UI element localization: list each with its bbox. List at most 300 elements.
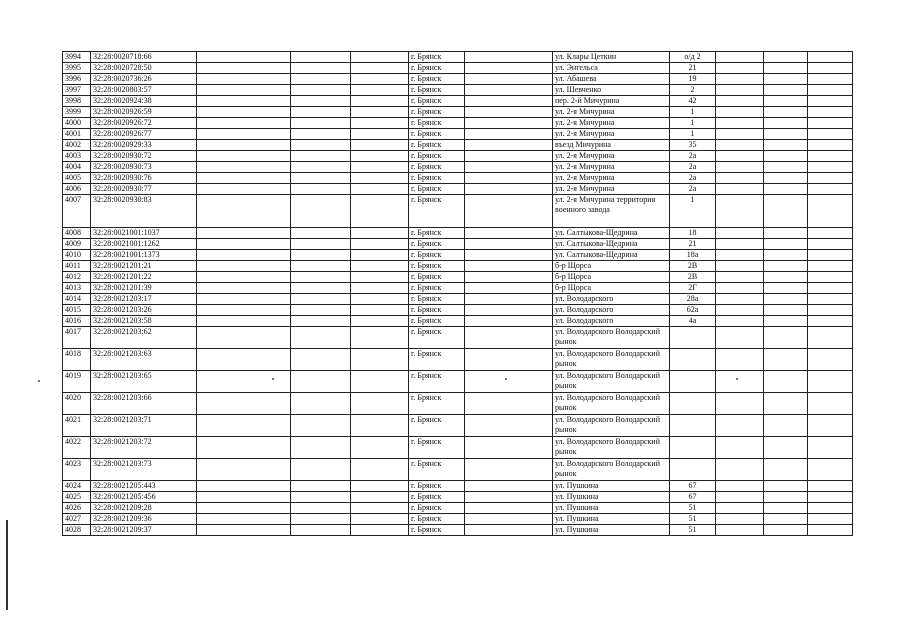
cell-city: г. Брянск	[409, 74, 465, 85]
cell-blank-e	[351, 173, 409, 184]
cell-row-number: 4028	[63, 525, 91, 536]
cell-cadastral-number: 32:28:0021201:22	[91, 272, 197, 283]
table-row	[63, 459, 853, 481]
cell-blank-c	[197, 228, 291, 239]
cell-row-number: 4014	[63, 294, 91, 305]
cell-blank-d	[291, 140, 351, 151]
cell-street: ул. 2-я Мичурина	[553, 151, 670, 162]
cell-blank-j	[716, 184, 764, 195]
cell-city: г. Брянск	[409, 151, 465, 162]
cell-blank-j	[716, 195, 764, 228]
cell-cadastral-number: 32:28:0020930:73	[91, 162, 197, 173]
cell-blank-d	[291, 503, 351, 514]
cell-blank-l	[808, 129, 853, 140]
cell-blank-j	[716, 63, 764, 74]
cell-blank-j	[716, 261, 764, 272]
cell-blank-l	[808, 96, 853, 107]
cell-blank-e	[351, 459, 409, 481]
cell-house-number	[670, 415, 716, 437]
cell-street: ул. 2-я Мичурина	[553, 162, 670, 173]
cell-street: ул. Володарского Володарский рынок	[553, 415, 670, 437]
cell-cadastral-number: 32:28:0021203:73	[91, 459, 197, 481]
cell-house-number: 1	[670, 129, 716, 140]
cell-blank-g	[465, 393, 553, 415]
cell-house-number: 2а	[670, 151, 716, 162]
cell-blank-c	[197, 415, 291, 437]
cell-blank-j	[716, 162, 764, 173]
cell-blank-g	[465, 140, 553, 151]
cell-blank-e	[351, 162, 409, 173]
table-row	[63, 151, 853, 162]
cell-blank-e	[351, 85, 409, 96]
cell-row-number: 4024	[63, 481, 91, 492]
cell-street: ул. Володарского	[553, 316, 670, 327]
cell-row-number: 4017	[63, 327, 91, 349]
cell-row-number: 4001	[63, 129, 91, 140]
cell-cadastral-number: 32:28:0020728:50	[91, 63, 197, 74]
cell-street: ул. 2-я Мичурина	[553, 118, 670, 129]
cell-blank-k	[764, 184, 808, 195]
table-row	[63, 162, 853, 173]
cell-blank-e	[351, 327, 409, 349]
table-row	[63, 74, 853, 85]
cell-row-number: 4009	[63, 239, 91, 250]
table-row	[63, 514, 853, 525]
cell-blank-k	[764, 74, 808, 85]
cell-row-number: 4020	[63, 393, 91, 415]
cell-blank-c	[197, 151, 291, 162]
cell-row-number: 4000	[63, 118, 91, 129]
cell-blank-d	[291, 85, 351, 96]
cell-blank-l	[808, 85, 853, 96]
cell-blank-e	[351, 272, 409, 283]
cell-house-number	[670, 393, 716, 415]
cell-blank-j	[716, 96, 764, 107]
cell-blank-j	[716, 107, 764, 118]
cell-blank-k	[764, 393, 808, 415]
cell-cadastral-number: 32:28:0020736:26	[91, 74, 197, 85]
cell-blank-l	[808, 261, 853, 272]
cell-blank-j	[716, 118, 764, 129]
cell-blank-j	[716, 415, 764, 437]
cell-row-number: 3995	[63, 63, 91, 74]
cell-blank-l	[808, 294, 853, 305]
cell-blank-l	[808, 151, 853, 162]
scan-speck	[505, 378, 507, 380]
cell-blank-e	[351, 492, 409, 503]
cell-row-number: 4025	[63, 492, 91, 503]
cell-city: г. Брянск	[409, 294, 465, 305]
cell-house-number: 2	[670, 85, 716, 96]
cell-blank-k	[764, 525, 808, 536]
cell-blank-e	[351, 481, 409, 492]
cell-blank-d	[291, 74, 351, 85]
cell-blank-c	[197, 96, 291, 107]
cell-street: ул. Володарского Володарский рынок	[553, 393, 670, 415]
cell-blank-k	[764, 96, 808, 107]
cell-blank-d	[291, 283, 351, 294]
cell-city: г. Брянск	[409, 272, 465, 283]
cell-blank-k	[764, 437, 808, 459]
cell-blank-c	[197, 74, 291, 85]
cell-blank-j	[716, 250, 764, 261]
cell-street: пер. 2-й Мичурина	[553, 96, 670, 107]
cell-cadastral-number: 32:28:0021209:36	[91, 514, 197, 525]
cell-city: г. Брянск	[409, 393, 465, 415]
cell-blank-k	[764, 415, 808, 437]
table-row	[63, 195, 853, 228]
cell-blank-g	[465, 85, 553, 96]
cell-blank-e	[351, 250, 409, 261]
cell-blank-g	[465, 481, 553, 492]
cell-blank-e	[351, 305, 409, 316]
cell-blank-e	[351, 294, 409, 305]
cell-blank-j	[716, 393, 764, 415]
table-row	[63, 437, 853, 459]
cell-house-number: 19	[670, 74, 716, 85]
cell-cadastral-number: 32:28:0021203:62	[91, 327, 197, 349]
cell-blank-k	[764, 261, 808, 272]
cell-blank-l	[808, 415, 853, 437]
cell-row-number: 4010	[63, 250, 91, 261]
cell-blank-d	[291, 228, 351, 239]
cell-blank-g	[465, 525, 553, 536]
cell-blank-j	[716, 52, 764, 63]
cell-blank-e	[351, 63, 409, 74]
cell-blank-g	[465, 437, 553, 459]
cell-blank-l	[808, 107, 853, 118]
table-row	[63, 129, 853, 140]
cell-house-number: 51	[670, 503, 716, 514]
cell-house-number: 21	[670, 63, 716, 74]
cell-house-number: 2а	[670, 184, 716, 195]
cell-street: ул. Салтыкова-Щедрина	[553, 250, 670, 261]
cell-blank-e	[351, 393, 409, 415]
cell-blank-g	[465, 327, 553, 349]
cell-blank-c	[197, 503, 291, 514]
cell-blank-j	[716, 349, 764, 371]
cell-blank-d	[291, 349, 351, 371]
cell-blank-k	[764, 151, 808, 162]
cell-blank-j	[716, 129, 764, 140]
cell-blank-g	[465, 415, 553, 437]
cell-city: г. Брянск	[409, 228, 465, 239]
cell-blank-j	[716, 305, 764, 316]
cell-blank-e	[351, 184, 409, 195]
cell-house-number: 2а	[670, 173, 716, 184]
table-row	[63, 107, 853, 118]
cell-blank-e	[351, 261, 409, 272]
cell-blank-d	[291, 52, 351, 63]
cell-blank-l	[808, 173, 853, 184]
cell-blank-d	[291, 63, 351, 74]
cell-blank-c	[197, 261, 291, 272]
cell-blank-k	[764, 305, 808, 316]
cell-blank-g	[465, 107, 553, 118]
cell-blank-l	[808, 162, 853, 173]
table-row	[63, 481, 853, 492]
cell-house-number	[670, 349, 716, 371]
cell-blank-l	[808, 327, 853, 349]
cell-house-number	[670, 327, 716, 349]
cell-house-number: 67	[670, 492, 716, 503]
cell-blank-l	[808, 140, 853, 151]
cell-blank-l	[808, 118, 853, 129]
cell-blank-d	[291, 481, 351, 492]
cell-blank-j	[716, 503, 764, 514]
cell-row-number: 4018	[63, 349, 91, 371]
cell-blank-j	[716, 525, 764, 536]
cell-blank-d	[291, 514, 351, 525]
cell-blank-g	[465, 459, 553, 481]
cell-blank-k	[764, 250, 808, 261]
table-row	[63, 140, 853, 151]
cell-blank-c	[197, 459, 291, 481]
cell-city: г. Брянск	[409, 107, 465, 118]
cell-city: г. Брянск	[409, 349, 465, 371]
cell-blank-j	[716, 272, 764, 283]
cell-blank-d	[291, 459, 351, 481]
cell-blank-c	[197, 52, 291, 63]
cell-blank-g	[465, 173, 553, 184]
cell-blank-l	[808, 481, 853, 492]
cell-street: ул. Володарского Володарский рынок	[553, 459, 670, 481]
cell-row-number: 3997	[63, 85, 91, 96]
cell-city: г. Брянск	[409, 63, 465, 74]
cell-blank-l	[808, 514, 853, 525]
cell-blank-k	[764, 481, 808, 492]
cell-blank-c	[197, 305, 291, 316]
cell-cadastral-number: 32:28:0020924:38	[91, 96, 197, 107]
cell-blank-e	[351, 118, 409, 129]
cell-city: г. Брянск	[409, 305, 465, 316]
cell-city: г. Брянск	[409, 283, 465, 294]
table-row	[63, 52, 853, 63]
table-row	[63, 393, 853, 415]
cell-blank-l	[808, 250, 853, 261]
cell-blank-j	[716, 437, 764, 459]
table-row	[63, 305, 853, 316]
cell-street: ул. Володарского	[553, 305, 670, 316]
cell-blank-c	[197, 371, 291, 393]
table-row	[63, 85, 853, 96]
cell-city: г. Брянск	[409, 459, 465, 481]
cell-blank-k	[764, 85, 808, 96]
cell-blank-l	[808, 74, 853, 85]
cell-street: ул. 2-я Мичурина	[553, 184, 670, 195]
cell-blank-j	[716, 74, 764, 85]
cell-blank-e	[351, 52, 409, 63]
cell-blank-d	[291, 437, 351, 459]
cell-city: г. Брянск	[409, 261, 465, 272]
cell-blank-c	[197, 349, 291, 371]
cell-blank-g	[465, 272, 553, 283]
cell-blank-k	[764, 118, 808, 129]
cell-blank-g	[465, 492, 553, 503]
cell-row-number: 4011	[63, 261, 91, 272]
cell-blank-e	[351, 514, 409, 525]
cell-blank-k	[764, 349, 808, 371]
cell-row-number: 4012	[63, 272, 91, 283]
cell-house-number: 51	[670, 514, 716, 525]
cell-blank-g	[465, 261, 553, 272]
cell-cadastral-number: 32:28:0020930:76	[91, 173, 197, 184]
cell-blank-g	[465, 349, 553, 371]
cell-street: б-р Щорса	[553, 272, 670, 283]
cell-blank-g	[465, 228, 553, 239]
scan-speck	[272, 378, 274, 380]
cell-city: г. Брянск	[409, 415, 465, 437]
cell-blank-k	[764, 492, 808, 503]
cell-house-number: 51	[670, 525, 716, 536]
cell-city: г. Брянск	[409, 239, 465, 250]
cell-blank-c	[197, 294, 291, 305]
table-row	[63, 294, 853, 305]
cell-cadastral-number: 32:28:0020930:77	[91, 184, 197, 195]
cell-house-number: 35	[670, 140, 716, 151]
cell-blank-g	[465, 503, 553, 514]
cell-blank-l	[808, 459, 853, 481]
cell-blank-d	[291, 415, 351, 437]
cell-blank-l	[808, 371, 853, 393]
cell-row-number: 4016	[63, 316, 91, 327]
cell-city: г. Брянск	[409, 85, 465, 96]
cell-blank-k	[764, 129, 808, 140]
cell-row-number: 3996	[63, 74, 91, 85]
cell-blank-k	[764, 140, 808, 151]
cell-row-number: 4026	[63, 503, 91, 514]
cell-blank-c	[197, 316, 291, 327]
table-row	[63, 228, 853, 239]
cell-street: ул. Пушкина	[553, 492, 670, 503]
cell-cadastral-number: 32:28:0020803:57	[91, 85, 197, 96]
cell-blank-k	[764, 239, 808, 250]
cell-blank-g	[465, 118, 553, 129]
cell-blank-c	[197, 85, 291, 96]
cell-street: ул. Пушкина	[553, 503, 670, 514]
cell-city: г. Брянск	[409, 129, 465, 140]
cell-cadastral-number: 32:28:0021203:63	[91, 349, 197, 371]
cell-blank-c	[197, 437, 291, 459]
table-row	[63, 96, 853, 107]
cell-blank-c	[197, 107, 291, 118]
cell-blank-k	[764, 272, 808, 283]
cell-blank-d	[291, 371, 351, 393]
cell-house-number	[670, 371, 716, 393]
cell-house-number: 42	[670, 96, 716, 107]
scan-speck	[736, 378, 738, 380]
cell-cadastral-number: 32:28:0021209:37	[91, 525, 197, 536]
cell-blank-d	[291, 261, 351, 272]
cell-blank-l	[808, 437, 853, 459]
cell-blank-l	[808, 349, 853, 371]
cell-street: ул. Володарского Володарский рынок	[553, 349, 670, 371]
cell-blank-d	[291, 195, 351, 228]
cell-city: г. Брянск	[409, 492, 465, 503]
cell-blank-d	[291, 162, 351, 173]
cell-street: ул. Володарского Володарский рынок	[553, 327, 670, 349]
cell-cadastral-number: 32:28:0020926:59	[91, 107, 197, 118]
cell-street: въезд Мичурина	[553, 140, 670, 151]
cell-blank-j	[716, 173, 764, 184]
cell-blank-e	[351, 525, 409, 536]
cell-row-number: 4027	[63, 514, 91, 525]
cell-row-number: 4021	[63, 415, 91, 437]
table-body	[63, 52, 853, 536]
cell-house-number: 67	[670, 481, 716, 492]
cell-blank-d	[291, 316, 351, 327]
cell-city: г. Брянск	[409, 96, 465, 107]
cell-blank-e	[351, 151, 409, 162]
cell-blank-e	[351, 503, 409, 514]
cell-blank-c	[197, 195, 291, 228]
cell-row-number: 4019	[63, 371, 91, 393]
cell-house-number	[670, 437, 716, 459]
cell-cadastral-number: 32:28:0020718:66	[91, 52, 197, 63]
cell-city: г. Брянск	[409, 173, 465, 184]
cell-street: б-р Щорса	[553, 261, 670, 272]
table-row	[63, 184, 853, 195]
cell-blank-j	[716, 228, 764, 239]
cell-house-number: о/д 2	[670, 52, 716, 63]
cell-cadastral-number: 32:28:0021203:17	[91, 294, 197, 305]
cell-row-number: 4022	[63, 437, 91, 459]
cell-row-number: 4007	[63, 195, 91, 228]
cell-row-number: 3994	[63, 52, 91, 63]
cell-street: ул. Володарского Володарский рынок	[553, 437, 670, 459]
cell-blank-d	[291, 118, 351, 129]
cell-blank-j	[716, 140, 764, 151]
cell-blank-k	[764, 294, 808, 305]
cell-street: ул. Володарского	[553, 294, 670, 305]
cell-cadastral-number: 32:28:0021201:39	[91, 283, 197, 294]
cell-cadastral-number: 32:28:0021205:443	[91, 481, 197, 492]
cell-house-number: 28а	[670, 294, 716, 305]
cell-blank-c	[197, 327, 291, 349]
cell-blank-g	[465, 63, 553, 74]
cell-city: г. Брянск	[409, 195, 465, 228]
cell-blank-l	[808, 63, 853, 74]
cell-cadastral-number: 32:28:0021001:1373	[91, 250, 197, 261]
cell-blank-g	[465, 305, 553, 316]
table-row	[63, 283, 853, 294]
cell-blank-c	[197, 118, 291, 129]
cell-blank-g	[465, 250, 553, 261]
cell-house-number: 4а	[670, 316, 716, 327]
cell-house-number: 62а	[670, 305, 716, 316]
cell-blank-g	[465, 96, 553, 107]
cell-blank-j	[716, 151, 764, 162]
cell-blank-c	[197, 250, 291, 261]
cell-blank-k	[764, 63, 808, 74]
cell-city: г. Брянск	[409, 118, 465, 129]
cell-blank-j	[716, 481, 764, 492]
table-row	[63, 349, 853, 371]
cell-blank-e	[351, 140, 409, 151]
cell-house-number: 21	[670, 239, 716, 250]
cell-blank-k	[764, 371, 808, 393]
cell-blank-l	[808, 492, 853, 503]
cell-blank-g	[465, 283, 553, 294]
cell-city: г. Брянск	[409, 525, 465, 536]
cell-row-number: 4004	[63, 162, 91, 173]
table-row	[63, 415, 853, 437]
cell-street: ул. Шевченко	[553, 85, 670, 96]
cell-row-number: 4003	[63, 151, 91, 162]
cell-blank-l	[808, 305, 853, 316]
cell-blank-g	[465, 162, 553, 173]
cadastral-table	[62, 51, 853, 536]
